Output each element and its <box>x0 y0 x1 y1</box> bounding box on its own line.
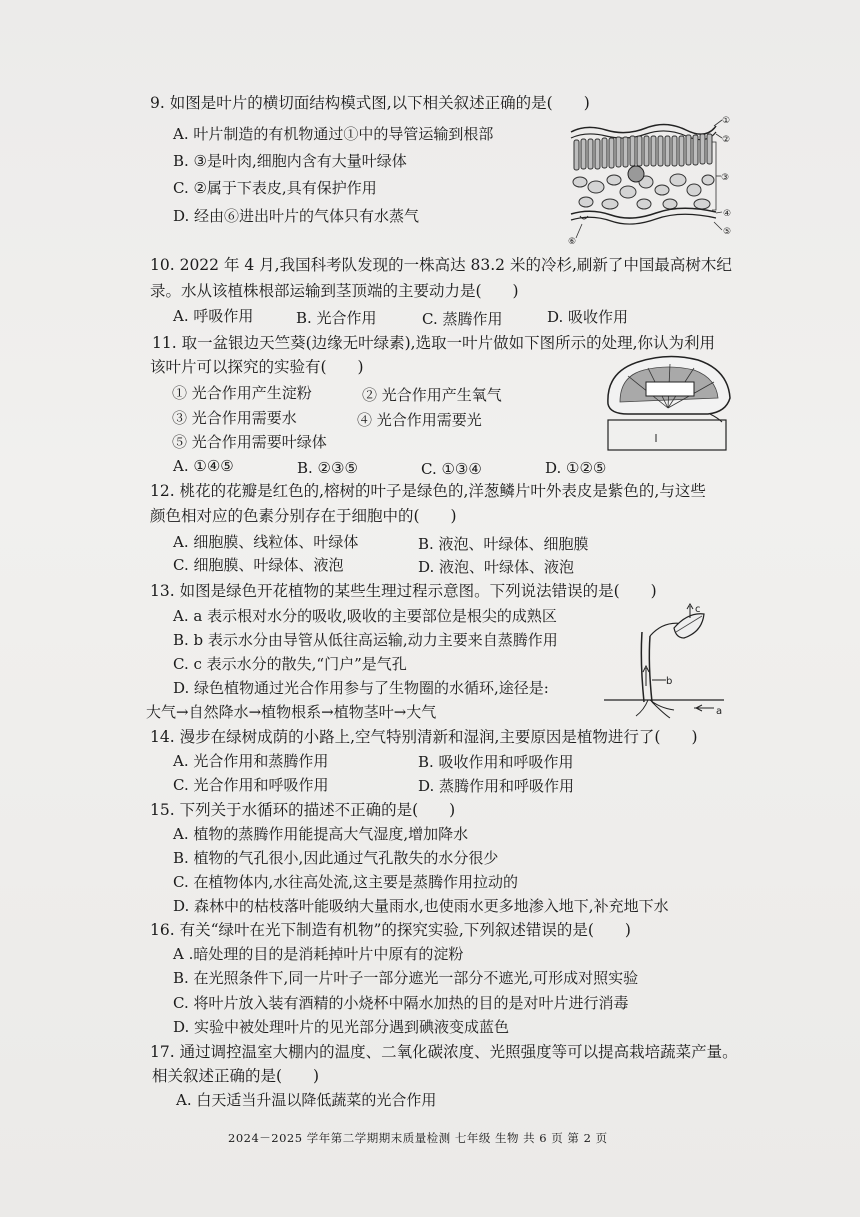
q16-option-a: A .暗处理的目的是消耗掉叶片中原有的淀粉 <box>173 945 464 963</box>
q13-option-c: C. c 表示水分的散失,“门户”是气孔 <box>173 655 407 673</box>
fig-label-5: ⑤ <box>723 227 732 237</box>
q12-option-a: A. 细胞膜、线粒体、叶绿体 <box>173 533 359 551</box>
fig-label-3: ③ <box>721 173 730 183</box>
q14-option-a: A. 光合作用和蒸腾作用 <box>173 752 329 770</box>
q13-option-a: A. a 表示根对水分的吸收,吸收的主要部位是根尖的成熟区 <box>173 607 557 625</box>
fig-label-a: a <box>716 706 723 717</box>
q11-item-4: ④ 光合作用需要光 <box>357 411 482 429</box>
fig-label-1: ① <box>722 116 731 126</box>
q9-option-b: B. ③是叶肉,细胞内含有大量叶绿体 <box>173 152 407 170</box>
q9-option-d: D. 经由⑥进出叶片的气体只有水蒸气 <box>173 207 420 225</box>
q15-option-a: A. 植物的蒸腾作用能提高大气湿度,增加降水 <box>173 825 469 843</box>
fig-label-4: ④ <box>723 209 732 219</box>
q13-option-b: B. b 表示水分由导管从低往高运输,动力主要来自蒸腾作用 <box>173 631 558 649</box>
q9-option-a: A. 叶片制造的有机物通过①中的导管运输到根部 <box>173 125 494 143</box>
q16-option-b: B. 在光照条件下,同一片叶子一部分遮光一部分不遮光,可形成对照实验 <box>173 969 639 987</box>
q11-item-5: ⑤ 光合作用需要叶绿体 <box>172 433 327 451</box>
q15-option-d: D. 森林中的枯枝落叶能吸纳大量雨水,也使雨水更多地渗入地下,补充地下水 <box>173 897 669 915</box>
q13-water-cycle-path: 大气→自然降水→植物根系→植物茎叶→大气 <box>146 703 437 721</box>
q14-option-b: B. 吸收作用和呼吸作用 <box>418 753 574 771</box>
q11-item-1: ① 光合作用产生淀粉 <box>172 384 312 402</box>
fig-label-6: ⑥ <box>568 237 577 247</box>
q15-option-b: B. 植物的气孔很小,因此通过气孔散失的水分很少 <box>173 849 499 867</box>
q12-option-b: B. 液泡、叶绿体、细胞膜 <box>418 535 589 553</box>
q11-option-b: B. ②③⑤ <box>297 459 358 477</box>
q16-option-c: C. 将叶片放入装有酒精的小烧杯中隔水加热的目的是对叶片进行消毒 <box>173 994 629 1012</box>
q9-option-c: C. ②属于下表皮,具有保护作用 <box>173 179 377 197</box>
q17-stem-line2: 相关叙述正确的是( ) <box>152 1067 320 1085</box>
q17-stem-line1: 17. 通过调控温室大棚内的温度、二氧化碳浓度、光照强度等可以提高栽培蔬菜产量。 <box>150 1043 738 1061</box>
q16-stem: 16. 有关“绿叶在光下制造有机物”的探究实验,下列叙述错误的是( ) <box>150 921 631 939</box>
q14-option-c: C. 光合作用和呼吸作用 <box>173 776 329 794</box>
fig-label-c: c <box>695 604 701 615</box>
q12-option-d: D. 液泡、叶绿体、液泡 <box>418 558 575 576</box>
q10-option-a: A. 呼吸作用 <box>173 307 254 325</box>
q9-stem: 9. 如图是叶片的横切面结构模式图,以下相关叙述正确的是( ) <box>150 94 590 112</box>
plant-process-figure <box>604 602 734 720</box>
q12-stem-line2: 颜色相对应的色素分别存在于细胞中的( ) <box>150 507 457 525</box>
leaf-cross-section-figure <box>566 112 746 247</box>
geranium-leaf-figure <box>598 352 738 454</box>
q15-option-c: C. 在植物体内,水往高处流,这主要是蒸腾作用拉动的 <box>173 873 519 891</box>
q10-stem-line1: 10. 2022 年 4 月,我国科考队发现的一株高达 83.2 米的冷杉,刷新了中国最高树木纪 <box>150 256 732 274</box>
q13-stem: 13. 如图是绿色开花植物的某些生理过程示意图。下列说法错误的是( ) <box>150 582 657 600</box>
q15-stem: 15. 下列关于水循环的描述不正确的是( ) <box>150 801 456 819</box>
fig-label-b: b <box>666 676 673 687</box>
q10-option-b: B. 光合作用 <box>296 309 377 327</box>
q16-option-d: D. 实验中被处理叶片的见光部分遇到碘液变成蓝色 <box>173 1018 510 1036</box>
q11-item-3: ③ 光合作用需要水 <box>172 409 297 427</box>
fig-label-2: ② <box>722 135 731 145</box>
q14-option-d: D. 蒸腾作用和呼吸作用 <box>418 777 575 795</box>
q10-option-c: C. 蒸腾作用 <box>422 310 503 328</box>
q17-option-a: A. 白天适当升温以降低蔬菜的光合作用 <box>176 1091 437 1109</box>
q11-stem-line1: 11. 取一盆银边天竺葵(边缘无叶绿素),选取一叶片做如下图所示的处理,你认为利用 <box>152 334 716 352</box>
q14-stem: 14. 漫步在绿树成荫的小路上,空气特别清新和湿润,主要原因是植物进行了( ) <box>150 728 698 746</box>
q12-stem-line1: 12. 桃花的花瓣是红色的,榕树的叶子是绿色的,洋葱鳞片叶外表皮是紫色的,与这些 <box>150 482 706 500</box>
q11-stem-line2: 该叶片可以探究的实验有( ) <box>150 358 364 376</box>
q10-option-d: D. 吸收作用 <box>547 308 629 326</box>
page-footer: 2024－2025 学年第二学期期末质量检测 七年级 生物 共 6 页 第 2 页 <box>228 1131 608 1145</box>
q11-item-2: ② 光合作用产生氧气 <box>362 386 502 404</box>
q12-option-c: C. 细胞膜、叶绿体、液泡 <box>173 556 344 574</box>
q11-option-a: A. ①④⑤ <box>173 457 234 475</box>
q11-option-c: C. ①③④ <box>421 460 482 478</box>
q10-stem-line2: 录。水从该植株根部运输到茎顶端的主要动力是( ) <box>150 282 519 300</box>
q11-option-d: D. ①②⑤ <box>545 459 607 477</box>
q13-option-d: D. 绿色植物通过光合作用参与了生物圈的水循环,途径是: <box>173 679 549 697</box>
